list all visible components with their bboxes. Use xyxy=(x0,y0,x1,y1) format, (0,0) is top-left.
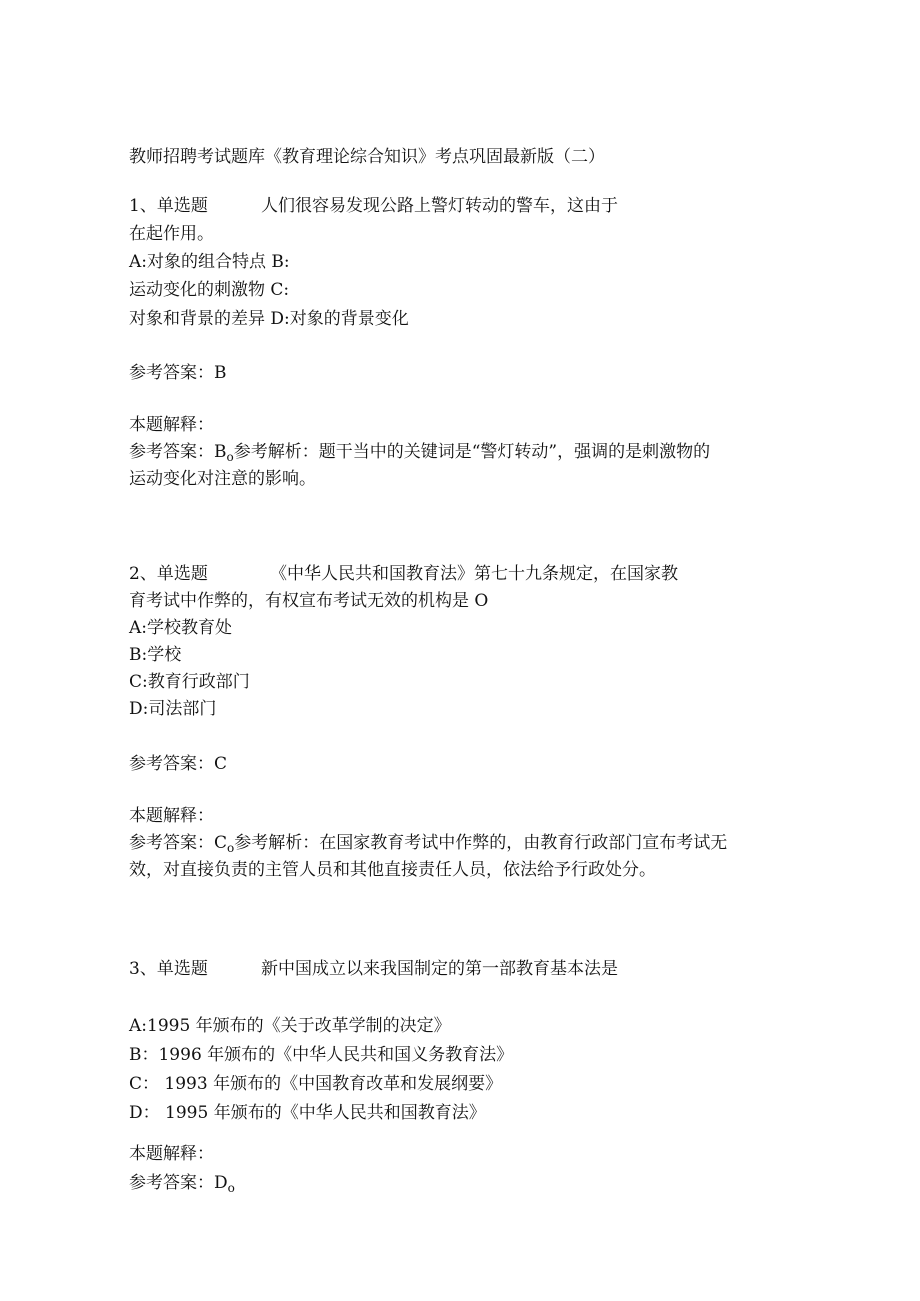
question-3-explain-label: 本题解释： xyxy=(129,1144,214,1164)
question-3-stem-line-1: 新中国成立以来我国制定的第一部教育基本法是 xyxy=(261,959,618,979)
question-1-options-line-3: 对象和背景的差异 D:对象的背景变化 xyxy=(129,309,409,329)
question-2-option-b: B:学校 xyxy=(129,645,182,665)
question-2-stem-line-2: 育考试中作弊的，有权宣布考试无效的机构是 O xyxy=(129,591,489,611)
question-2-stem-line-1: 《中华人民共和国教育法》第七十九条规定，在国家教 xyxy=(270,564,678,584)
question-3-header xyxy=(129,958,618,980)
question-3-option-a: A:1995 年颁布的《关于改革学制的决定》 xyxy=(129,1016,451,1036)
question-1-explain-line-1 xyxy=(129,441,710,463)
question-3-explain-subscript: o xyxy=(227,1181,235,1195)
question-2-explain-text: 参考解析：在国家教育考试中作弊的，由教育行政部门宣布考试无 xyxy=(234,833,728,853)
question-1-explain-line-2: 运动变化对注意的影响。 xyxy=(129,469,316,489)
question-3-option-c: C： 1993 年颁布的《中国教育改革和发展纲要》 xyxy=(129,1074,503,1094)
question-1-answer: 参考答案：B xyxy=(129,363,227,383)
question-3-type: 3、单选题 xyxy=(129,959,208,979)
question-2-answer: 参考答案：C xyxy=(129,754,228,774)
question-3-option-d: D： 1995 年颁布的《中华人民共和国教育法》 xyxy=(129,1103,486,1123)
question-2-explain-subscript: o xyxy=(227,841,235,855)
question-2-explain-label: 本题解释： xyxy=(129,806,214,826)
question-2-explain-answer: 参考答案：C xyxy=(129,833,228,853)
question-2-option-d: D:司法部门 xyxy=(129,699,217,719)
question-1-explain-answer: 参考答案：B xyxy=(129,442,227,462)
question-2-option-c: C:教育行政部门 xyxy=(129,672,250,692)
question-1-explain-subscript: o xyxy=(226,450,234,464)
question-3-explain-answer: 参考答案：D xyxy=(129,1173,228,1193)
question-1-explain-text: 参考解析：题干当中的关键词是“警灯转动”，强调的是刺激物的 xyxy=(233,442,711,462)
question-2-explain-line-1 xyxy=(129,832,727,854)
question-2-explain-line-2: 效，对直接负责的主管人员和其他直接责任人员，依法给予行政处分。 xyxy=(129,860,656,880)
page-title: 教师招聘考试题库《教育理论综合知识》考点巩固最新版（二） xyxy=(129,147,605,167)
question-3-explain-line-1 xyxy=(129,1172,235,1194)
question-1-stem-line-2: 在起作用。 xyxy=(129,224,214,244)
question-1-options-line-1: A:对象的组合特点 B: xyxy=(129,252,290,272)
question-2-type: 2、单选题 xyxy=(129,564,208,584)
question-1-header xyxy=(129,195,618,217)
question-1-options-line-2: 运动变化的刺激物 C: xyxy=(129,280,290,300)
question-3-option-b: B：1996 年颁布的《中华人民共和国义务教育法》 xyxy=(129,1045,514,1065)
question-1-stem-line-1: 人们很容易发现公路上警灯转动的警车，这由于 xyxy=(261,196,618,216)
question-2-option-a: A:学校教育处 xyxy=(129,618,233,638)
question-2-header xyxy=(129,563,678,585)
question-1-explain-label: 本题解释： xyxy=(129,415,214,435)
question-1-type: 1、单选题 xyxy=(129,196,208,216)
